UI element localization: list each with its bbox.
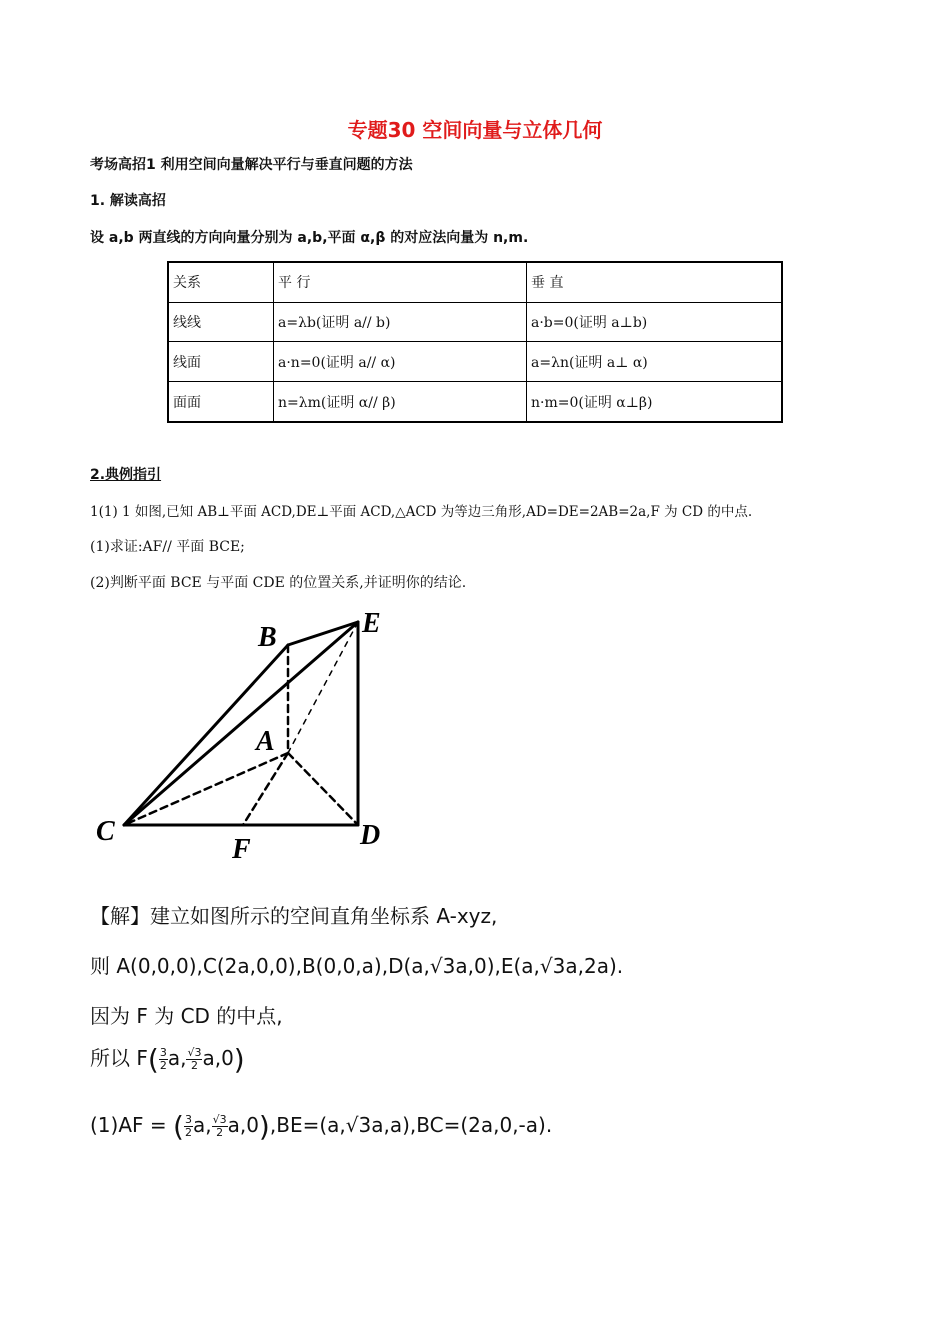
- label-e: E: [362, 608, 381, 639]
- edge-ce: [124, 622, 358, 825]
- table-cell: 面面: [168, 382, 274, 422]
- solution-line-5-prefix: (1)AF =: [90, 1113, 173, 1137]
- page-title: 专题30 空间向量与立体几何: [347, 118, 603, 142]
- table-cell: a·n=0(证明 a// α): [274, 342, 527, 382]
- fraction-3-2: $\frac{3}{2}$: [184, 1113, 192, 1139]
- intro-text: 设 a,b 两直线的方向向量分别为 a,b,平面 α,β 的对应法向量为 n,m.: [90, 230, 529, 246]
- edge-ac-hidden: [124, 753, 288, 825]
- geometry-figure: [80, 600, 410, 870]
- problem-statement: 1(1) 1 如图,已知 AB⊥平面 ACD,DE⊥平面 ACD,△ACD 为等边三角形,AD=DE=2AB=2a,F 为 CD 的中点.: [90, 504, 753, 520]
- table-header-cell: 垂 直: [527, 262, 783, 302]
- table-header-row: [168, 262, 782, 302]
- table-cell: 线面: [168, 342, 274, 382]
- question-2: (2)判断平面 BCE 与平面 CDE 的位置关系,并证明你的结论.: [90, 575, 467, 591]
- table-cell: a·b=0(证明 a⊥b): [527, 302, 783, 342]
- table-row: [168, 342, 782, 382]
- table-row: [168, 382, 782, 422]
- solution-line-2: 则 A(0,0,0),C(2a,0,0),B(0,0,a),D(a,√3a,0),E(a,√3a,2a).: [90, 954, 624, 978]
- subheading-interpret-text: 1. 解读高招: [90, 193, 166, 209]
- label-a: A: [256, 726, 275, 757]
- solution-line-4-prefix: 所以 F: [90, 1046, 148, 1070]
- label-b: B: [258, 622, 277, 653]
- table-cell: a=λn(证明 a⊥ α): [527, 342, 783, 382]
- relation-table: [167, 261, 783, 423]
- subheading-examples: 2.典例指引: [90, 467, 162, 483]
- solution-line-4: 所以 F( $\frac{3}{2}$ a, $\frac{√3}{2}$ a,0): [90, 1043, 245, 1076]
- solution-line-3: 因为 F 为 CD 的中点,: [90, 1004, 283, 1028]
- label-f: F: [232, 834, 251, 865]
- fraction-3-2: $\frac{3}{2}$: [159, 1046, 167, 1072]
- table-cell: n·m=0(证明 α⊥β): [527, 382, 783, 422]
- solution-line-5-tail: ,BE=(a,√3a,a),BC=(2a,0,-a).: [269, 1113, 553, 1137]
- table-row: [168, 302, 782, 342]
- table-cell: a=λb(证明 a// b): [274, 302, 527, 342]
- subheading-interpret: [90, 190, 166, 210]
- question-1: (1)求证:AF// 平面 BCE;: [90, 539, 245, 555]
- table-cell: n=λm(证明 α// β): [274, 382, 527, 422]
- solution-line-5: (1)AF = ( $\frac{3}{2}$ a, $\frac{√3}{2}$ a,0),BE=(a,√3a,a),BC=(2a,0,-a).: [90, 1110, 553, 1143]
- table-header-cell: 平 行: [274, 262, 527, 302]
- fraction-sqrt3-2: $\frac{√3}{2}$: [187, 1046, 202, 1072]
- fraction-sqrt3-2: $\frac{√3}{2}$: [212, 1113, 227, 1139]
- label-d: D: [360, 820, 381, 851]
- solution-line-1: 【解】建立如图所示的空间直角坐标系 A-xyz,: [90, 904, 498, 928]
- edge-ad-hidden: [288, 753, 358, 825]
- table-cell: 线线: [168, 302, 274, 342]
- section-heading: 考场高招1 利用空间向量解决平行与垂直问题的方法: [90, 157, 413, 173]
- table-header-cell: 关系: [168, 262, 274, 302]
- label-c: C: [96, 816, 115, 847]
